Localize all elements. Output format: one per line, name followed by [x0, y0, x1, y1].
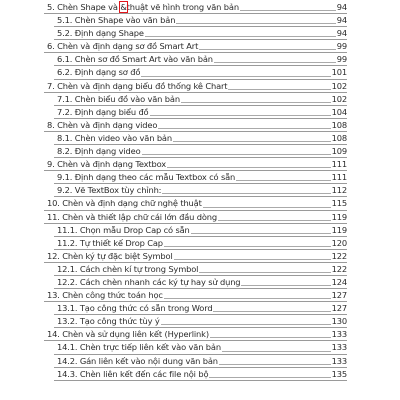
toc-page-number: 119 — [331, 211, 347, 222]
toc-entry[interactable] — [47, 355, 347, 368]
toc-page-number: 102 — [331, 80, 347, 91]
dot-leader — [161, 324, 331, 325]
toc-page-number: 111 — [331, 172, 347, 183]
dot-leader — [162, 193, 330, 194]
toc-entry-label: 12. Chèn ký tự đặc biệt Symbol — [47, 250, 173, 261]
toc-page-number: 124 — [331, 276, 347, 287]
toc-entry-label: 8.2. Định dạng video — [57, 146, 141, 157]
dot-leader — [191, 233, 331, 234]
toc-entry-label: 13.1. Tạo công thức có sẵn trong Word — [57, 303, 213, 314]
toc-entry[interactable] — [47, 184, 347, 197]
dot-leader — [203, 207, 331, 208]
toc-page-number: 112 — [331, 185, 347, 196]
toc-page-number: 135 — [331, 368, 347, 379]
toc-page-number: 108 — [331, 132, 347, 143]
toc-entry[interactable] — [47, 53, 347, 66]
toc-entry[interactable] — [47, 145, 347, 158]
dot-leader — [219, 364, 331, 365]
toc-page-number: 108 — [331, 119, 347, 130]
toc-entry-label: 10. Chèn và định dạng chữ nghệ thuật — [47, 198, 202, 209]
toc-page-number: 102 — [331, 93, 347, 104]
toc-entry-label: 5.1. Chèn Shape vào văn bản — [57, 15, 176, 26]
toc-entry-label: 13. Chèn công thức toán học — [47, 290, 163, 301]
dot-leader — [158, 128, 330, 129]
toc-entry-label: 7.1. Chèn biểu đồ vào văn bản — [57, 93, 180, 104]
dot-leader — [142, 154, 331, 155]
dot-leader — [222, 351, 331, 352]
toc-entry[interactable] — [47, 197, 347, 210]
toc-page-number: 130 — [331, 316, 347, 327]
toc-entry[interactable] — [47, 224, 347, 237]
toc-entry[interactable] — [47, 158, 347, 171]
toc-entry-label: 9.2. Vẽ TextBox tùy chỉnh: — [57, 185, 162, 196]
toc-entry-label: 8. Chèn và định dạng video — [47, 119, 158, 130]
toc-page-number: 104 — [331, 106, 347, 117]
dot-leader — [240, 10, 336, 11]
toc-entry-label: 14.1. Chèn trực tiếp liên kết vào văn bản — [57, 342, 221, 353]
toc-entry[interactable] — [47, 80, 347, 93]
toc-entry[interactable] — [47, 106, 347, 119]
toc-page-number: 122 — [331, 250, 347, 261]
dot-leader — [199, 49, 336, 50]
toc-entry-label: 8.1. Chèn video vào văn bản — [57, 132, 172, 143]
toc-entry[interactable] — [47, 315, 347, 328]
toc-page-number: 127 — [331, 290, 347, 301]
dot-leader — [241, 285, 330, 286]
dot-leader — [214, 62, 336, 63]
toc-entry[interactable] — [47, 341, 347, 354]
table-of-contents — [47, 1, 347, 381]
toc-page-number: 109 — [331, 146, 347, 157]
toc-entry-label: 11. Chèn và thiết lập chữ cái lớn đầu dòng — [47, 211, 218, 222]
toc-page-number: 133 — [331, 329, 347, 340]
toc-entry[interactable] — [47, 27, 347, 40]
toc-page-number: 99 — [336, 54, 347, 65]
toc-entry[interactable] — [47, 93, 347, 106]
toc-entry[interactable] — [47, 237, 347, 250]
toc-entry-label-post: thuật vẽ hình trong văn bản — [126, 2, 239, 12]
dot-leader — [167, 167, 331, 168]
dot-leader — [141, 76, 330, 77]
toc-entry-label: 13.2. Tạo công thức tùy ý — [57, 316, 160, 327]
toc-entry-label: 11.2. Tự thiết kế Drop Cap — [57, 237, 163, 248]
toc-entry-label: 6.1. Chèn sơ đồ Smart Art vào văn bản — [57, 54, 213, 65]
toc-entry[interactable] — [47, 368, 347, 381]
toc-page-number: 133 — [331, 355, 347, 366]
toc-page-number: 120 — [331, 237, 347, 248]
toc-page-number: 127 — [331, 303, 347, 314]
toc-entry[interactable] — [47, 40, 347, 53]
toc-page-number: 94 — [336, 28, 347, 39]
toc-page-number: 111 — [331, 159, 347, 170]
toc-entry-label: 6.2. Định dạng sơ đồ — [57, 67, 141, 78]
dot-leader — [150, 115, 331, 116]
dot-leader — [228, 89, 330, 90]
dot-leader — [164, 246, 331, 247]
toc-page-number: 101 — [331, 67, 347, 78]
dot-leader — [209, 377, 330, 378]
toc-entry-label: 7.2. Định dạng biểu đồ — [57, 106, 149, 117]
toc-entry[interactable] — [47, 132, 347, 145]
toc-entry[interactable] — [47, 119, 347, 132]
dot-leader — [173, 141, 331, 142]
toc-entry[interactable] — [47, 1, 347, 14]
toc-entry[interactable] — [47, 263, 347, 276]
toc-page-number: 94 — [336, 2, 347, 12]
dot-leader — [218, 220, 331, 221]
toc-entry-label: 7. Chèn và định dạng biểu đồ thống kê Chart — [47, 80, 228, 91]
dot-leader — [176, 23, 335, 24]
dot-leader — [164, 298, 331, 299]
toc-entry[interactable] — [47, 289, 347, 302]
toc-entry-label: 9.1. Định dạng theo các mẫu Textbox có sẵn — [57, 172, 236, 183]
toc-entry-label: 14.2. Gán liên kết vào nội dung văn bản — [57, 355, 218, 366]
dot-leader — [145, 36, 336, 37]
toc-entry-label: 12.1. Cách chèn kí tự trong Symbol — [57, 263, 199, 274]
dot-leader — [213, 311, 330, 312]
toc-page-number: 122 — [331, 263, 347, 274]
dot-leader — [181, 102, 331, 103]
toc-entry[interactable] — [47, 14, 347, 27]
dot-leader — [236, 180, 330, 181]
toc-entry[interactable] — [47, 302, 347, 315]
toc-entry[interactable] — [47, 328, 347, 341]
toc-entry-label: 6. Chèn và định dạng sơ đồ Smart Art — [47, 41, 199, 52]
dot-leader — [210, 337, 331, 338]
toc-entry-label: 14. Chèn và sử dụng liên kết (Hyperlink) — [47, 329, 209, 340]
toc-entry[interactable] — [47, 211, 347, 224]
toc-entry[interactable] — [47, 66, 347, 79]
dot-leader — [174, 259, 331, 260]
toc-page-number: 133 — [331, 342, 347, 353]
toc-entry-label: 9. Chèn và định dạng Textbox — [47, 159, 167, 170]
toc-entry[interactable] — [47, 250, 347, 263]
toc-page-number: 115 — [331, 198, 347, 209]
toc-entry-label: 14.3. Chèn liên kết đến các file nội bộ — [57, 368, 209, 379]
toc-entry[interactable] — [47, 171, 347, 184]
toc-entry-label: 12.2. Cách chèn nhanh các ký tự hay sử dụng — [57, 276, 241, 287]
dot-leader — [199, 272, 330, 273]
toc-page-number: 94 — [336, 15, 347, 26]
toc-entry-label: 5.2. Định dạng Shape — [57, 28, 144, 39]
underline-rule — [54, 380, 347, 381]
highlighted-character: & — [120, 2, 127, 12]
toc-page-number: 99 — [336, 41, 347, 52]
toc-entry[interactable] — [47, 276, 347, 289]
toc-page-number: 119 — [331, 224, 347, 235]
toc-entry-label: 11.1. Chọn mẫu Drop Cap có sẵn — [57, 224, 190, 235]
toc-entry-label-pre: 5. Chèn Shape và — [47, 2, 121, 12]
